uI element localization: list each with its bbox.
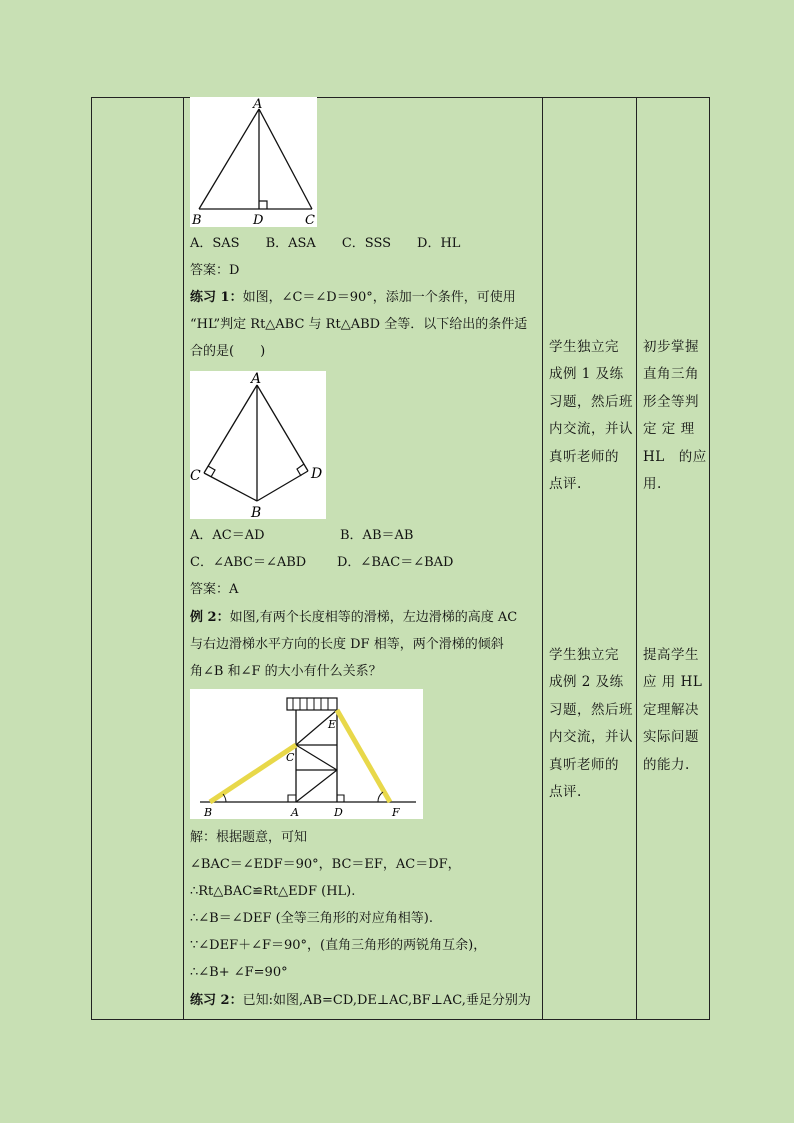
triangle-figure-1 xyxy=(190,97,317,227)
label-C: C xyxy=(286,751,295,764)
label-D: D xyxy=(334,806,343,819)
exercise-1-answer: 答案：A xyxy=(190,582,239,597)
exercise-1-title: 练习 1： xyxy=(190,290,243,305)
exercise-2-title: 练习 2： xyxy=(190,993,243,1008)
exercise-1-line-1: 练习 1：如图，∠C＝∠D＝90°，添加一个条件，可使用 xyxy=(190,290,516,305)
prev-question-answer: 答案：D xyxy=(190,263,240,278)
exercise-1-option-c: C．∠ABC＝∠ABD xyxy=(190,555,307,570)
solution-line-3: ∴Rt△BAC≌Rt△EDF (HL). xyxy=(190,884,356,899)
label-B: B xyxy=(204,806,213,819)
column-divider xyxy=(542,98,543,1019)
label-D: D xyxy=(311,466,323,482)
prev-question-options: A．SAS B．ASA C．SSS D．HL xyxy=(190,236,461,251)
example-2-line-2: 与右边滑梯水平方向的长度 DF 相等，两个滑梯的倾斜 xyxy=(190,637,504,652)
exercise-1-option-b: B．AB＝AB xyxy=(340,528,414,543)
exercise-2-line-1: 练习 2：已知:如图,AB=CD,DE⊥AC,BF⊥AC,垂足分别为 xyxy=(190,993,531,1008)
label-C: C xyxy=(305,213,315,227)
label-D: D xyxy=(253,213,264,227)
label-A: A xyxy=(253,97,263,112)
solution-line-2: ∠BAC＝∠EDF＝90°，BC＝EF，AC＝DF， xyxy=(190,857,461,872)
content-column xyxy=(190,97,540,1020)
label-F: F xyxy=(392,806,400,819)
exercise-1-option-d: D．∠BAC＝∠BAD xyxy=(337,555,454,570)
solution-line-1: 解：根据题意，可知 xyxy=(190,830,308,845)
slides-figure xyxy=(190,689,423,819)
design-intent-2: 提高学生 应 用 HL 定理解决 实际问题 的能力. xyxy=(643,647,703,773)
exercise-1-option-a: A．AC＝AD xyxy=(190,528,265,543)
label-B: B xyxy=(192,213,202,227)
student-activity-1: 学生独立完 成例 1 及练 习题，然后班 内交流，并认 真听老师的 点评. xyxy=(549,339,633,493)
label-B: B xyxy=(251,505,262,519)
kite-figure xyxy=(190,371,326,519)
design-intent-1: 初步掌握 直角三角 形全等判 定 定 理 HL 的应 用. xyxy=(643,339,707,493)
label-A: A xyxy=(251,371,262,387)
label-E: E xyxy=(328,718,337,731)
example-2-title: 例 2： xyxy=(190,610,230,625)
exercise-1-line-2: “HL”判定 Rt△ABC 与 Rt△ABD 全等．以下给出的条件适 xyxy=(190,317,528,332)
solution-line-4: ∴∠B＝∠DEF (全等三角形的对应角相等). xyxy=(190,911,433,926)
column-divider xyxy=(636,98,637,1019)
label-C: C xyxy=(190,468,201,484)
solution-line-5: ∵∠DEF＋∠F＝90°，(直角三角形的两锐角互余)， xyxy=(190,938,487,953)
column-divider xyxy=(183,98,184,1019)
example-2-line-1: 例 2：如图,有两个长度相等的滑梯，左边滑梯的高度 AC xyxy=(190,610,518,625)
example-2-line-3: 角∠B 和∠F 的大小有什么关系？ xyxy=(190,664,382,679)
solution-line-6: ∴∠B+ ∠F=90° xyxy=(190,965,288,980)
exercise-1-line-3: 合的是( ) xyxy=(190,344,266,359)
student-activity-2: 学生独立完 成例 2 及练 习题，然后班 内交流，并认 真听老师的 点评. xyxy=(549,647,633,801)
label-A: A xyxy=(291,806,299,819)
